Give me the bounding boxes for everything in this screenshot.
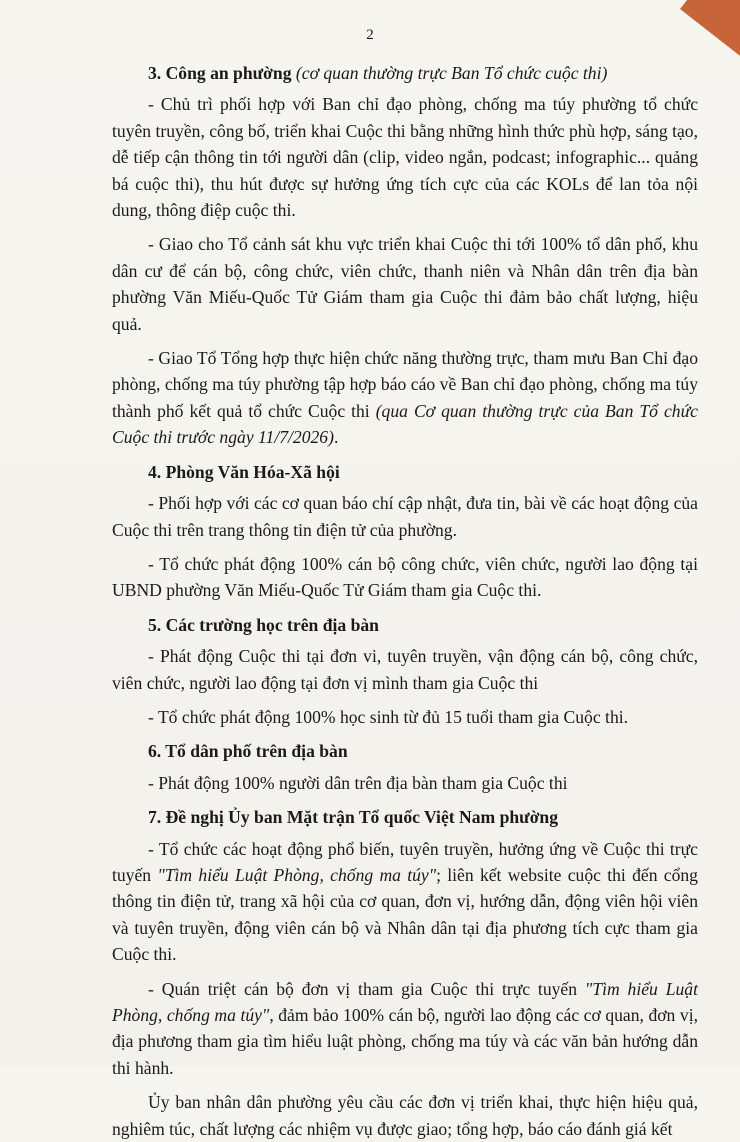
section-3-paragraph-3: - Giao Tổ Tổng hợp thực hiện chức năng thường trực, tham mưu Ban Chỉ đạo phòng, chống ma túy phường tập hợp báo cáo về Ban chỉ đạo phòng, chống ma túy thành phố kết quả tổ chức Cuộc thi (qua Cơ quan thường trực của Ban Tổ chức Cuộc thi trước ngày 11/7/2026). [112, 348, 698, 448]
section-7-paragraph-2: - Quán triệt cán bộ đơn vị tham gia Cuộc thi trực tuyến "Tìm hiểu Luật Phòng, chống ma túy", đảm bảo 100% cán bộ, người lao động các cơ quan, đơn vị, địa phương tham gia tìm hiểu luật phòng, chống ma túy và các văn bản hướng dẫn thi hành. [112, 978, 698, 1078]
section-4-heading: 4. Phòng Văn Hóa-Xã hội [148, 461, 340, 482]
section-5-paragraph-1: - Phát động Cuộc thi tại đơn vi, tuyên truyền, vận động cán bộ, công chức, viên chức, người lao động tại đơn vị mình tham gia Cuộc thi [112, 646, 698, 693]
section-6-paragraph-1: - Phát động 100% người dân trên địa bàn tham gia Cuộc thi [148, 772, 568, 793]
contest-name-2: "Tìm hiểu Luật Phòng, chống ma túy" [112, 978, 698, 1025]
section-5-paragraph-2: - Tổ chức phát động 100% học sinh từ đủ 15 tuổi tham gia Cuộc thi. [148, 706, 629, 727]
section-3-paragraph-2: - Giao cho Tổ cảnh sát khu vực triển khai Cuộc thi tới 100% tổ dân phố, khu dân cư để cán bộ, công chức, viên chức, thanh niên và Nhân dân trên địa bàn phường Văn Miếu-Quốc Tử Giám tham gia Cuộc thi đảm bảo chất lượng, hiệu quả. [112, 234, 698, 334]
document-body [112, 60, 698, 1142]
section-5-heading: 5. Các trường học trên địa bàn [148, 614, 379, 635]
page-number: 2 [366, 27, 374, 43]
section-3-heading-note: (cơ quan thường trực Ban Tổ chức cuộc thi) [295, 63, 608, 83]
section-4-paragraph-1: - Phối hợp với các cơ quan báo chí cập nhật, đưa tin, bài về các hoạt động của Cuộc thi trên trang thông tin điện tử của phường. [112, 493, 698, 540]
section-7-heading: 7. Đề nghị Ủy ban Mặt trận Tổ quốc Việt Nam phường [148, 807, 559, 828]
section-3-italic-note: (qua Cơ quan thường trực của Ban Tổ chức Cuộc thi trước ngày 11/7/2026) [112, 400, 698, 448]
section-4-paragraph-2: - Tổ chức phát động 100% cán bộ công chức, viên chức, người lao động tại UBND phường Văn Miếu-Quốc Tử Giám tham gia Cuộc thi. [112, 553, 698, 601]
closing-paragraph: Ủy ban nhân dân phường yêu cầu các đơn vị triển khai, thực hiện hiệu quả, nghiêm túc, chất lượng các nhiệm vụ được giao; tổng hợp, báo cáo đánh giá kết [112, 1092, 698, 1139]
section-3-paragraph-1: - Chủ trì phối hợp với Ban chỉ đạo phòng, chống ma túy phường tổ chức tuyên truyền, công bố, triển khai Cuộc thi bằng những hình thức phù hợp, sáng tạo, dễ tiếp cận thông tin tới người dân (clip, video ngắn, podcast; infographic... quảng bá cuộc thi), thu hút được sự hưởng ứng tích cực của các KOLs để lan tỏa nội dung, thông điệp cuộc thi. [112, 94, 698, 221]
section-6-heading: 6. Tổ dân phố trên địa bàn [148, 741, 348, 762]
section-3-heading: 3. Công an phường (cơ quan thường trực Ban Tổ chức cuộc thi) [148, 63, 608, 83]
section-7-paragraph-1: - Tổ chức các hoạt động phổ biến, tuyên truyền, hưởng ứng về Cuộc thi trực tuyến "Tìm hiểu Luật Phòng, chống ma túy"; liên kết website cuộc thi đến cổng thông tin điện tử, trang xã hội của cơ quan, đơn vị, hướng dẫn, động viên hội viên và tuyên truyền, động viên cán bộ và Nhân dân tại địa phương tích cực tham gia Cuộc thi. [112, 838, 698, 965]
contest-name-1: "Tìm hiểu Luật Phòng, chống ma túy" [157, 864, 437, 885]
